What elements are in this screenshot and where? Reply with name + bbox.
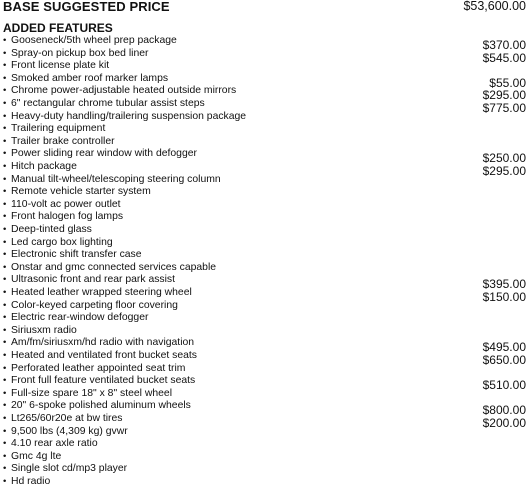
feature-name: Hitch package <box>11 161 77 172</box>
base-price-value: $53,600.00 <box>463 0 526 13</box>
feature-name: Ultrasonic front and rear park assist <box>11 274 176 286</box>
bullet-icon: • <box>3 274 7 286</box>
feature-name: Am/fm/siriusxm/hd radio with navigation <box>11 337 195 349</box>
feature-price: $200.00 <box>482 416 526 430</box>
bullet-icon: • <box>3 161 7 172</box>
feature-row <box>0 413 528 430</box>
feature-name: Gooseneck/5th wheel prep package <box>11 35 177 46</box>
bullet-icon: • <box>3 362 7 374</box>
feature-row <box>0 98 528 115</box>
feature-row <box>0 161 528 178</box>
feature-name: 9,500 lbs (4,309 kg) gvwr <box>11 425 128 437</box>
feature-name: 4.10 rear axle ratio <box>11 438 98 450</box>
feature-name: 6" rectangular chrome tubular assist steps <box>11 98 205 109</box>
feature-row <box>0 400 528 418</box>
feature-row <box>0 35 528 52</box>
feature-row <box>0 337 528 355</box>
feature-name: Smoked amber roof marker lamps <box>11 72 169 84</box>
feature-name: Spray-on pickup box bed liner <box>11 47 149 59</box>
feature-row <box>0 224 528 237</box>
bullet-icon: • <box>3 60 7 72</box>
bullet-icon: • <box>3 224 7 235</box>
bullet-icon: • <box>3 236 7 248</box>
base-price-label: BASE SUGGESTED PRICE <box>3 0 170 14</box>
bullet-icon: • <box>3 387 7 399</box>
feature-price: $495.00 <box>482 340 526 355</box>
feature-name: Manual tilt-wheel/telescoping steering column <box>11 173 221 185</box>
feature-name: Full-size spare 18" x 8" steel wheel <box>11 387 172 399</box>
bullet-icon: • <box>3 98 7 109</box>
bullet-icon: • <box>3 337 7 349</box>
bullet-icon: • <box>3 375 7 387</box>
added-features-title: ADDED FEATURES <box>3 21 113 35</box>
bullet-icon: • <box>3 211 7 223</box>
feature-price: $370.00 <box>482 38 526 52</box>
feature-name: Chrome power-adjustable heated outside mirrors <box>11 85 237 97</box>
bullet-icon: • <box>3 438 7 450</box>
feature-name: Gmc 4g lte <box>11 450 62 462</box>
feature-row <box>0 287 528 304</box>
feature-name: Front license plate kit <box>11 60 110 72</box>
bullet-icon: • <box>3 135 7 147</box>
feature-name: Led cargo box lighting <box>11 236 113 248</box>
feature-row <box>0 451 528 464</box>
feature-name: Heated and ventilated front bucket seats <box>11 350 197 361</box>
feature-row <box>0 211 528 224</box>
feature-name: Heavy-duty handling/trailering suspension package <box>11 110 247 122</box>
feature-row <box>0 148 528 166</box>
bullet-icon: • <box>3 35 7 46</box>
bullet-icon: • <box>3 249 7 261</box>
feature-row <box>0 111 528 124</box>
feature-row <box>0 85 528 103</box>
feature-name: Deep-tinted glass <box>11 224 92 235</box>
feature-row <box>0 476 528 489</box>
bullet-icon: • <box>3 47 7 59</box>
feature-row <box>0 47 528 65</box>
feature-name: Electronic shift transfer case <box>11 249 142 261</box>
feature-name: Perforated leather appointed seat trim <box>11 362 186 374</box>
feature-row <box>0 274 528 292</box>
feature-name: Electric rear-window defogger <box>11 312 149 324</box>
bullet-icon: • <box>3 312 7 324</box>
feature-name: Hd radio <box>11 476 51 487</box>
feature-price: $395.00 <box>482 277 526 292</box>
bullet-icon: • <box>3 148 7 160</box>
bullet-icon: • <box>3 261 7 273</box>
bullet-icon: • <box>3 400 7 412</box>
feature-name: 20" 6-spoke polished aluminum wheels <box>11 400 191 412</box>
feature-name: Siriusxm radio <box>11 324 77 336</box>
bullet-icon: • <box>3 324 7 336</box>
feature-row <box>0 186 528 199</box>
feature-name: Power sliding rear window with defogger <box>11 148 197 160</box>
feature-name: 110-volt ac power outlet <box>11 198 121 210</box>
feature-name: Onstar and gmc connected services capable <box>11 261 217 273</box>
feature-row <box>0 312 528 325</box>
feature-name: Color-keyed carpeting floor covering <box>11 299 178 311</box>
feature-price: $55.00 <box>489 75 526 90</box>
feature-row <box>0 262 528 275</box>
bullet-icon: • <box>3 173 7 185</box>
feature-price: $295.00 <box>482 164 526 178</box>
feature-name: Front halogen fog lamps <box>11 211 124 223</box>
bullet-icon: • <box>3 413 7 424</box>
base-price-row <box>0 0 528 15</box>
feature-price: $650.00 <box>482 353 526 367</box>
bullet-icon: • <box>3 198 7 210</box>
feature-row <box>0 300 528 313</box>
feature-row <box>0 136 528 149</box>
feature-name: Single slot cd/mp3 player <box>11 463 128 475</box>
bullet-icon: • <box>3 110 7 122</box>
bullet-icon: • <box>3 350 7 361</box>
feature-row <box>0 388 528 401</box>
feature-row <box>0 199 528 212</box>
feature-row <box>0 463 528 476</box>
feature-row <box>0 363 528 376</box>
feature-name: Lt265/60r20e at bw tires <box>11 413 123 424</box>
bullet-icon: • <box>3 123 7 135</box>
bullet-icon: • <box>3 463 7 475</box>
feature-row <box>0 426 528 439</box>
bullet-icon: • <box>3 85 7 97</box>
feature-row <box>0 325 528 338</box>
bullet-icon: • <box>3 72 7 84</box>
feature-row <box>0 72 528 90</box>
feature-price: $295.00 <box>482 88 526 103</box>
feature-row <box>0 60 528 73</box>
feature-price: $545.00 <box>482 50 526 65</box>
feature-row <box>0 123 528 136</box>
feature-row <box>0 174 528 187</box>
feature-price: $800.00 <box>482 403 526 418</box>
feature-name: Trailer brake controller <box>11 135 115 147</box>
feature-name: Remote vehicle starter system <box>11 186 151 198</box>
feature-name: Heated leather wrapped steering wheel <box>11 287 192 298</box>
feature-name: Front full feature ventilated bucket seats <box>11 375 196 387</box>
feature-price: $250.00 <box>482 151 526 166</box>
bullet-icon: • <box>3 425 7 437</box>
bullet-icon: • <box>3 186 7 198</box>
bullet-icon: • <box>3 299 7 311</box>
feature-price: $510.00 <box>482 378 526 393</box>
feature-price: $775.00 <box>482 101 526 115</box>
feature-price: $150.00 <box>482 290 526 304</box>
feature-row <box>0 237 528 250</box>
bullet-icon: • <box>3 287 7 298</box>
bullet-icon: • <box>3 450 7 462</box>
feature-row <box>0 350 528 367</box>
feature-row <box>0 249 528 262</box>
feature-name: Trailering equipment <box>11 123 106 135</box>
bullet-icon: • <box>3 476 7 487</box>
feature-row <box>0 438 528 451</box>
